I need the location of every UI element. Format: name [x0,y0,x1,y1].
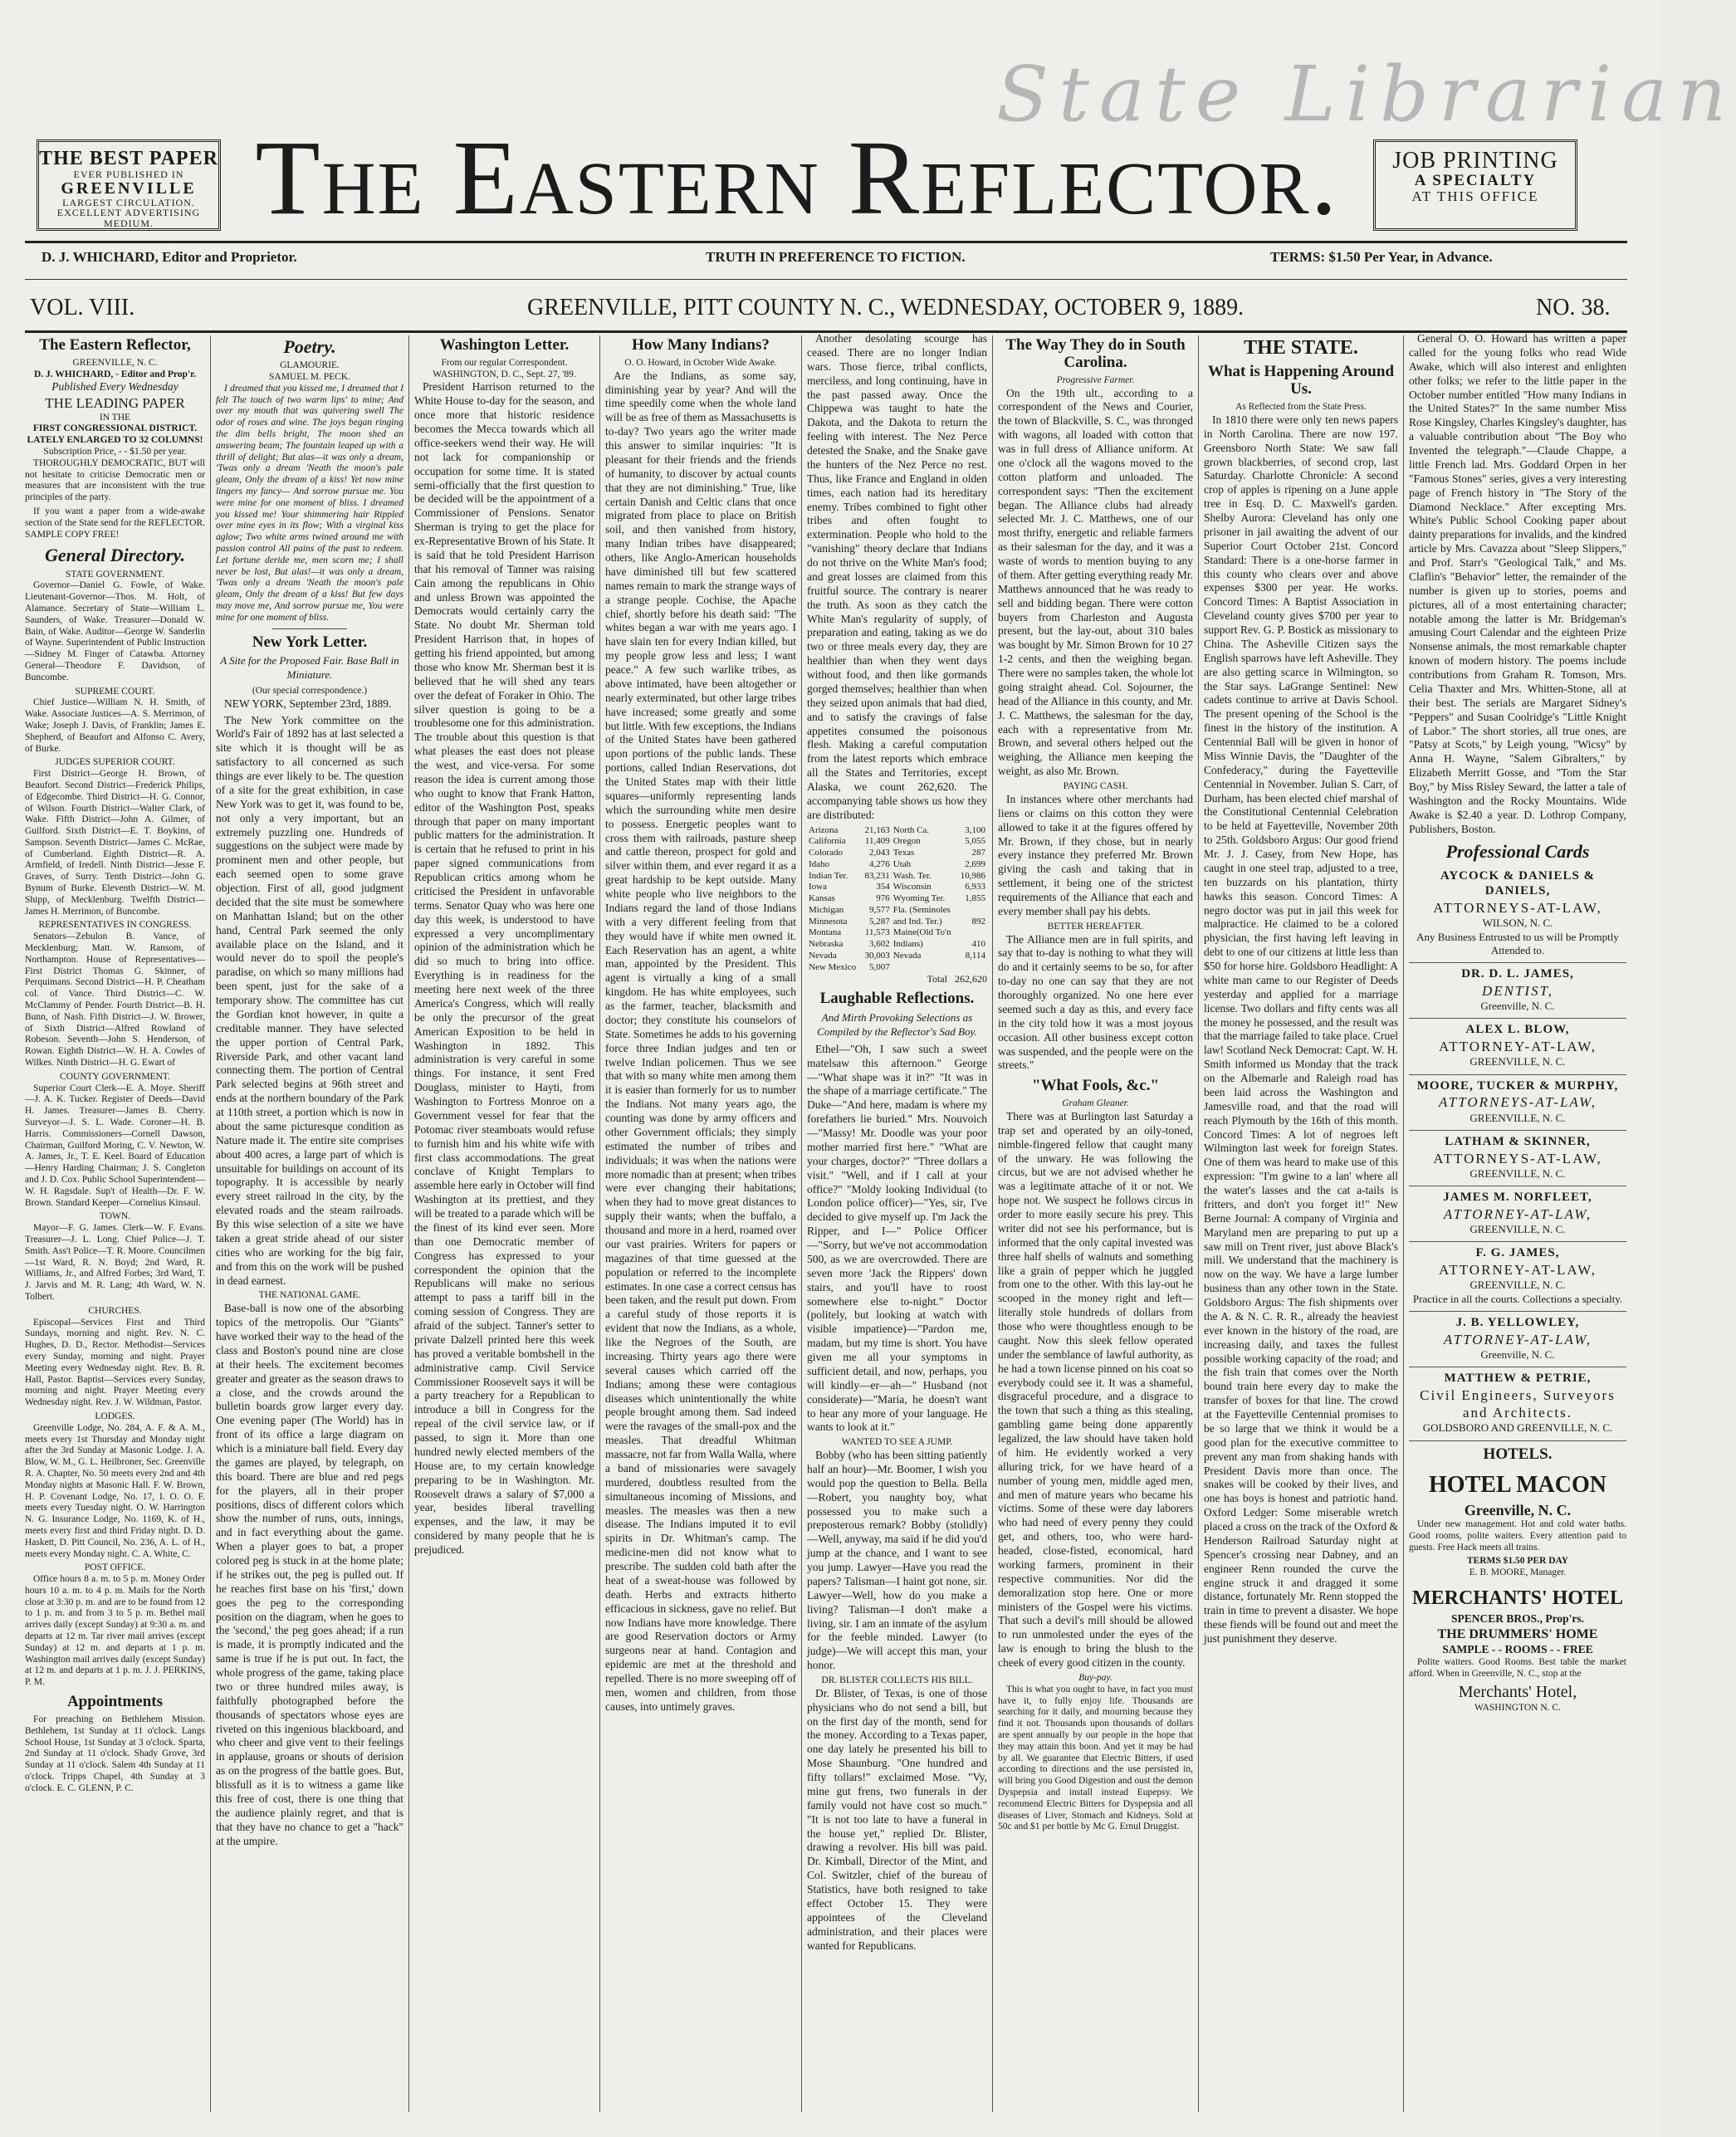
table-cell: Montana [809,927,842,938]
article-dateline: NEW YORK, September 23rd, 1889. [224,697,392,710]
table-row [807,927,987,939]
district-line: FIRST CONGRESSIONAL DISTRICT. [32,423,198,434]
article-body: Dr. Blister, of Texas, is one of those physicians who do not send a bill, but on the first day of the month, send for the money. According to a Texas paper, one day lately he presented his bill to Mose Shaunburg. "One hundred and fifty tollars!" exclaimed Mose. "Vy, mine gut frens, two funerals in der family vould not have cost so much." "It is not too late to have a funeral in the house yet," replied Dr. Blister, drawing a revolver. His bill was paid. Dr. Kimball, Director of the Mint, and Col. Switzler, chief of the bureau of Statistics, have both resigned to take effect October 15. They were appointees of the Cleveland administration, and their places were wanted for Republicans. [807,1686,987,1952]
professional-card [1409,1075,1626,1131]
paper-city: GREENVILLE, N. C. [72,357,158,368]
column-state-news [1201,332,1401,2117]
article-heading: "What Fools, &c." [1031,1077,1160,1095]
card-title: ATTORNEY-AT-LAW, [1438,1039,1597,1055]
merchants-hotel-name: Merchants' Hotel, [1458,1683,1577,1702]
section-heading: Buy-pay. [1078,1672,1113,1683]
section-text: Chief Justice—William N. H. Smith, of Wake. Associate Justices—A. S. Merrimon, of Wake; Joseph J. Davis, of Franklin; James E. Shepherd, of Beaufort and Alfonso C. Avery, of Burke. [25,697,205,754]
table-row [807,951,987,962]
merchants-hotel: MERCHANTS' HOTEL [1411,1587,1624,1610]
article-body: The Alliance men are in full spirits, and say that to-day is nothing to what they will do and it certainly seems to be so, for after to-day no one can say that they are not thoroughly organized. No one here ever seemed such a day as this, and every face in the city told how it was a most joyous occasion. All other business except cotton was suspended, and the people were on the streets." [998,932,1193,1072]
table-cell: Nebraska [809,939,844,950]
masthead-rule [25,241,1627,243]
article-body: In 1810 there were only ten news papers in North Carolina. There are now 197. Greensboro North State: We saw fall grown blackberries, of second crop, last Saturday. Charlotte Chronicle: A second crop of apples is ripening on a June apple tree in Esq. D. C. Maxwell's garden. Shelby Aurora: Cleveland has only one prisoner in jail awaiting the advent of our Superior Court October 21st. Concord Standard: There is a one-horse farmer in this county who clears over and above expenses $300 per year. He works. Concord Times: A Baptist Association in Cleveland county gives $700 per year to support Rev. G. P. Bostick as missionary to China. The Asheville Citizen says the English sparrows have left Asheville. They are also getting scarce in Wilmington, so the Star says. LaGrange Sentinel: New cadets continue to arrive at Davis School. The present opening of the School is the finest in the history of the institution. A Centennial Ball will be given in honor of Miss Winnie Davis, the "Daughter of the Confederacy," during the Fayetteville Centennial in November. Julian S. Carr, of Durham, has been elected chief marshal of the Constitutional Centennial Celebration to be held at Fayetteville, November 20th to 25th. Goldsboro Argus: Our good friend Mr. J. J. Casey, from New Hope, has caught in one steel trap, adjusted to a tree, ten buzzards on his plantation, thirty hawks this season. Concord Times: A negro doctor was put in jail this week for malpractice. He claimed to be a colored physician, the first having left leaving in debt to one of our citizens at little less than $50 for horse hire. Goldsboro Headlight: A white man came to our Register of Deeds yesterday and applied for a marriage license. Two dollars and fifty cents was all the money he possessed, and the result was that the marriage failed to take place. Cruel law! Scotland Neck Democrat: Capt. W. H. Smith informed us Monday that the track on the Albemarle and Raleigh road has been laid across the Washington and Jamesville road, and that the road will reach Plymouth by the 16th of this month. Concord Times: A lot of negroes left Wilmington last week for foreign States. One of them was heard to make use of this expression: "I'm gwine to a lan' where all the water's lasses and the cat a-tails is fritters, and don't you forget it!" New Berne Journal: A company of Virginia and Maryland men are preparing to put up a saw mill on Trent river, just above Black's mill. We understand that the machinery is now on the way. We have a large lumber business than any other town in the State. Goldsboro Argus: The fish shipments over the A. & N. C. R. R., already the heaviest ever known in the history of the road, are increasing daily, and taxes the fullest possible working capacity of the road; and the fish train that comes over the North bound train here every day to make the transfer of boxes for that line. The crowd at the Fayetteville Centennial promises to be so large that we think it would be a good plan for the executive committee to prevent any man from shaking hands with President Davis more than once. The snakes will be cooked by their lives, and one has boys is honest and patriotic hand. Oxford Ledger: Some miserable wretch placed a cross on the track of the Oxford & Henderson Railroad Saturday night at Spencer's crossing near Dabney, and an engineer Renn rounded the curve the engine struck it and dragged it some distance, fortunately Mr. Renn stopped the train in time to prevent a disaster. We hope these fiends will be found out and meet the just punishment they deserve. [1204,413,1398,1646]
box-line: LARGEST CIRCULATION. [62,196,195,208]
table-cell: 3,602 [869,939,890,950]
article-heading: THE STATE. [1244,337,1358,359]
article-dateline: WASHINGTON, D. C., Sept. 27, '89. [433,369,576,379]
masthead-title: The Eastern Reflector. [255,119,1339,237]
box-line: AT THIS OFFICE [1411,188,1539,205]
editor-line: D. J. WHICHARD, Editor and Proprietor. [42,249,297,265]
section-heading: BETTER HEREAFTER. [1047,921,1144,932]
table-cell: New Mexico [809,961,857,972]
table-row [807,939,987,951]
professional-card [1409,1367,1626,1441]
table-cell: Oregon [892,836,921,847]
indian-population-table [807,825,987,974]
total-label: Total [927,973,947,985]
table-cell: 1,855 [965,893,985,904]
table-cell: Maine(Old To'n [892,927,951,938]
card-title: ATTORNEYS-AT-LAW, [1433,900,1602,917]
card-place: GREENVILLE, N. C. [1469,1055,1566,1068]
article-body: Ethel—"Oh, I saw such a sweet matelsaw this afternoon." George—"What shape was it in?" "It was in the shape of a marriage certificate." The Duke—"And here, madam is where my forefathers lie buried." Mrs. Nouvoich—"Massy! Mr. Doodle was your poor mother married first here." "What are your charges, doctor?" "Three dollars a visit." "Well, and if I call at your office?" "Moldy looking Individual (to London police officer)—"Yes, sir, I've decided to give myself up. I'm Jack the Ripper, and I—" Police Officer—"Sorry, but we've not accommodation 500, as we are overcrowded. There are seven more 'Jack the Rippers' down stairs, and you'll have to roost somewhere else to-night." Doctor (politely, but looking at watch with visible impatience)—"Pardon me, madam, but my time is short. You have given me all your symptoms in sufficient detail, and now, perhaps, you will kindly—er—ah—" Husband (not considerate)—"Maria, he doesn't want to hear any more of your language. He wants to look at it." [807,1042,987,1434]
column-rule [992,335,993,2112]
table-row [807,859,987,871]
table-cell: 2,043 [869,848,890,858]
table-cell: Minnesota [809,916,848,927]
table-cell: Nevada [892,950,922,961]
table-row [807,962,987,974]
card-place: Greenville, N. C. [1480,1000,1555,1013]
card-title: Civil Engineers, Surveyors and Architects. [1420,1386,1616,1421]
terms-value: $1.50 Per Year, in Advance. [1328,249,1493,265]
table-cell: 11,573 [864,927,890,938]
best-paper-box [37,139,221,231]
section-text: Superior Court Clerk—E. A. Moye. Sheriff—J. A. K. Tucker. Register of Deeds—David H. James. Treasurer—James B. Cherry. Surveyor—J. S. L. Wade. Coroner—H. B. Harris. Commissioners—Cornell Dawson, Chairman, Guilford Moring, C. V. Newton, W. A. James, Jr., T. E. Keel. Board of Education—Henry Harding Chairman; J. S. Congleton and J. D. Cox. Public School Superintendent—W. H. Ragsdale. Sup't of Health—Dr. F. W. Brown. Standard Keeper—Cornelius Kinsaul. [25,1083,205,1208]
subscription-price: Subscription Price, - - $1.50 per year. [43,447,187,457]
table-row [807,905,987,917]
column-rule [210,335,211,2112]
leading-paper: THE LEADING PAPER [45,395,185,412]
hotel-terms: TERMS $1.50 PER DAY [1466,1556,1569,1567]
article-body: Are the Indians, as some say, diminishing year by year? And will the time speedily come when the whole land will be as free of them as Massachusetts is to-day? Two years ago the writer made this answer to similar inquiries: "It is pleasant for their friends and the friends of humanity, to discover by actual counts that they are not diminishing." True, like certain Danish and Celtic clans that once migrated from place to place on British soil, and then vanished from history, many Indian tribes have disappeared; others, like Anglo-American households have diminished till but few scattered names remain to mark the strange ways of a strange people. Cochise, the Apache chief, shortly before his death said: "The whites began a war with me years ago. I have slain ten for every Indian killed, but my people grow less and less; I want peace." A few such warlike tribes, as above intimated, have been altogether or nearly exterminated, but other large tribes have increased; some greatly and some but little. With few exceptions, the Indians of the United States have been gathered upon portions of the public lands. These portions, called Indian Reservations, dot the United States map with their little squares—uniformly representing lands which the surrounding white men desire to possess. Energetic peoples want to cross them with railroads, pasture sheep and cattle thereon, prospect for gold and silver within them, and ever regard it as a great hardship to be kept outside. Many white people who live neighbors to the Indians regard the land of those Indians with a very different feeling from that they would have if white men owned it. Each Reservation has an agent, a white man, appointed by the President. This agent is virtually a king of a small kingdom. He has white employees, such as the farmer, teacher, blacksmith and doctor; they constitute his counselors of State. Sometimes he adds to his governing force three Indian judges and ten or twelve Indian policemen. Thus we see that with so many white men among them it is easier than formerly for us to number the Indians. Not many years ago, the counting was done by army officers and other Government officials; they simply estimated the number of tribes and individuals; it was when the nations were more nomadic than at present; when tribes were ever changing their habitations; when they had to move great distances to supply their wants; when the buffalo, a thousand and more in a herd, roamed over our vast prairies. Writers for papers or magazines of that time guessed at the population or referred to the incomplete estimates. In one case a correct census has been taken, and the result put down. From a careful study of those reports it is evident that now the Indians, as a whole, like the Negroes of the South, are increasing. Thirty years ago there were several causes which carried off the Indians; among these were contagious diseases which unintentionally the white people brought among them. Sad indeed were the ravages of the small-pox and the measles. That dreadful Whitman massacre, not far from Walla Walla, where a band of missionaries were savagely murdered, doubtless resulted from the simultaneous incoming of Missions, and measles. The measles was then a new disease. The Indians imputed it to evil spirits in Dr. Whitman's camp. The medicine-men did not know what to prescribe. The sudden cold bath after the heat of a sweat-house was followed by death. Herbs and extracts hitherto efficacious in sickness, gave no relief. But now Indians have more knowledge. There are good Reservation doctors or Army surgeons near at hand. Contagion and epidemic are met at the threshold and repelled. There is no more sweeping off of men, women and children, from those causes, into untimely graves. [605,369,796,1713]
hotel-owner: E. B. MOORE, Manager. [1469,1567,1567,1578]
article-subheading: A Site for the Proposed Fair. Base Ball in Miniature. [220,654,399,681]
table-cell: Indian Ter. [809,870,848,881]
card-place: GREENVILLE, N. C. [1469,1166,1566,1180]
section-heading: DR. BLISTER COLLECTS HIS BILL. [821,1675,973,1686]
table-cell: 410 [971,939,985,950]
section-heading: CHURCHES. [88,1305,142,1316]
info-rule [25,279,1627,280]
table-cell: 21,163 [864,824,890,835]
section-heading: STATE GOVERNMENT. [66,569,164,579]
card-name: AYCOCK & DANIELS & DANIELS, [1440,868,1596,898]
poem-title: GLAMOURIE. [280,360,340,371]
box-line: THE BEST PAPER [39,148,218,169]
column-rule [599,335,600,2112]
democratic-note: THOROUGHLY DEMOCRATIC, BUT will not hesitate to criticise Democratic men or measures that are inconsistent with the true principles of the party. [25,457,205,503]
table-cell: 83,231 [864,870,890,881]
article-byline: Progressive Farmer. [1056,374,1135,385]
enlarged-line: LATELY ENLARGED TO 32 COLUMNS! [27,435,203,446]
article-heading: New York Letter. [252,633,368,651]
poem-author: SAMUEL M. PECK. [269,371,350,382]
column-cards [1406,332,1630,2117]
table-cell: 892 [971,916,985,927]
table-cell: 5,007 [869,961,890,972]
section-text: Mayor—F. G. James. Clerk—W. F. Evans. Treasurer—J. L. Long. Chief Police—J. T. Smith. Ass't Police—T. R. Moore. Councilmen—1st Ward, R. N. Boyd; 2nd Ward, R. Williams, Jr., and Alfred Forbes; 3rd Ward, T. J. Jarvis and M. R. Lang; 4th Ward, W. N. Tolbert. [25,1223,205,1302]
article-body: General O. O. Howard has written a paper called for the young folks who read Wide Awake, which will also interest and enlighten other folks; we refer to the little paper in the October number entitled "How many Indians in the United States?" In the same number Miss Rose Kingsley, Charles Kingsley's daughter, has a valuable contribution about "The Boy who Invented the telegraph."—Claude Chappe, a little French lad. Mrs. Goddard Orpen in her "Famous Stones" series, gives a very interesting page of French history in "The Story of the Diamond Necklace." After excepting Mrs. White's Public School Cooking paper about dainty preparations for invalids, and the kindred article by Mrs. Cavazza about "Sleep Slippers," and Prof. Starr's "Geological Talk," and Ms. Claflin's "Behavior" letter, the remainder of the number is given up to stories, poems and pictures, all of a most entertaining character; notable among the latter is Mr. Bridgeman's amusing Court Calendar and the eighteen Prize Nonsense animals, the most remarkable chapter known of modern history. The poems include contributions from Graham R. Tomson, Mrs. Celia Thaxter and Mrs. Whitten-Stone, all at their best. The serials are Margaret Sidney's "Peppers" and Susan Coolridge's "Little Knight of Labor." The short stories, all true ones, are "Patsy at Scots," by Leigh young, "Wicsy" by Anna H. Wayne, "Salem Gibralters," by Elizabeth Merritt Gosse, and "Tom the Star Boy," by Miss Risley Seward, the latter a tale of Washington and the Rocky Mountains. Wide Awake is $2.40 a year. D. Lothrop Company, Publishers, Boston. [1409,332,1626,835]
article-body: On the 19th ult., according to a correspondent of the News and Courier, the town of Blackville, S. C., was thronged with wagons, all loaded with cotton that was in full dress of Alliance uniform. At one o'clock all the wagons moved to the cotton platform and unloaded. The correspondent says: "Then the excitement began. The Alliance clubs had already selected Mr. J. C. Matthews, one of our most thrifty, energetic and reliable farmers as their salesman for the day, and it was a waste of words to mention buying to any of them. After getting everything ready Mr. Matthews announced that he was ready to sell and bidding began. There were cotton buyers from Charleston and Augusta present, but the lay-out, about 310 bales was bought by Mr. Simon Brown for 10 27 1-2 cents, and then the weighing began. There were no samples taken, the whole lot going straight ahead. Col. Sojourner, the head of the Alliance in this county, and Mr. J. C. Matthews, the salesman for the day, each with a representative from Mr. Brown, and several others helped out the weighing, the Alliance men keeping the weight, as also Mr. Brown. [998,386,1193,778]
card-title: ATTORNEYS-AT-LAW, [1438,1094,1597,1111]
section-text: Senators—Zebulon B. Vance, of Mecklenburg; Matt. W. Ransom, of Northampton. House of Representatives—First District Thomas G. Skinner, of Perquimans. Second District—H. P. Cheatham col. of Vance. Third District—C. W. McClammy of Pender. Fourth District—B. H. Bunn, of Nash. Fifth District—J. W. Brower, of Sixth District—Alfred Rowland of Robeson. Seventh—John S. Henderson, of Rowan. Eighth District—W. H. A. Cowles of Wilkes. Ninth District—H. G. Ewart of [25,932,205,1068]
article-body: There was at Burlington last Saturday a trap set and operated by an oily-toned, nimble-fingered fellow that caught many of the unwary. He was following the circus, but we are not advised whether he was a legitimate attache of it or not. We hope not. We suspect he follows circus in order to more easily secure his prey. This writer did not see his performance, but is informed that the only capital invested was three half shells of walnuts and something like a grain of pepper which he juggled from one to the other. With this lay-out he scooped in the money right and left—literally stole hundreds of dollars from those who were thoughtless enough to be caught. Now this sleek fellow operated under the semblance of lawful authority, as he had a town license pinned on his coat so everybody could see it. It was a shameful, disgraceful procedure, and a disgrace to the town that such a thing as this stealing, gambling game being done apparently legalized, the law should have taken hold of him. He evidently worked a very alluring trick, for we have heard of a number of young men, middle aged men, and men of mature years who became his victims. Some of these were day laborers who had need of every penny they could get, and others, too, who were hard-headed, close-fisted, economical, hard working farmers, prominent in their respective communities. Nor did the demoralization stop here. One or more ministers of the Gospel were his victims. That such a devil's mill should be allowed to run unmolested under the eyes of the law is enough to bring the blush to the cheek of every good citizen in the county. [998,1109,1193,1670]
volume: VOL. VIII. [30,295,135,320]
article-heading: Washington Letter. [439,336,570,354]
article-byline: O. O. Howard, in October Wide Awake. [624,357,777,368]
table-cell: Idaho [809,858,830,869]
column-rule [1403,335,1404,2112]
drummers-home: THE DRUMMERS' HOME [1437,1626,1598,1641]
article-subheading: And Mirth Provoking Selections as Compiled by the Reflector's Sad Boy. [817,1011,977,1038]
hotel-text: Under new management. Hot and cold water baths. Good rooms, polite waiters. Every attention paid to guests. Free Hack meets all trains. [1409,1519,1626,1553]
article-byline: From our regular Correspondent. [441,357,568,368]
table-total [807,973,987,985]
table-cell: and Ind. Ter.) [892,916,942,927]
article-body: This is what you ought to have, in fact you must have it, to fully enjoy life. Thousands are searching for it daily, and mourning because they find it not. Thousands upon thousands of dollars are spent annually by our people in the hope that they may attain this boon. And yet it may be had by all. We guarantee that Electric Bitters, if used according to directions and the use persisted in, will bring you Good Digestion and oust the demon Dyspepsia and install instead Eupepsy. We recommend Electric Bitters for Dyspepsia and all diseases of Liver, Stomach and Kidneys. Sold at 50c and $1 per bottle by Mc G. Ernul Druggist. [998,1684,1193,1832]
section-text: Greenville Lodge, No. 284, A. F. & A. M., meets every 1st Thursday and Monday night after the 3rd Sunday at Masonic Lodge. J. A. Blow, W. M., G. L. Heilbroner, Sec. Greenville R. A. Chapter, No. 50 meets every 2nd and 4th Monday nights at Masonic Hall. F. W. Brown, H. P. Covenant Lodge, No. 17, I. O. O. F. meets every Tuesday night. O. W. Harrington N. G. Insurance Lodge, No. 1169, K. of H., meets every first and third Friday night. D. D. Haskett, D. Pitt Council, No. 236, A. L. of H., meets every Monday night. C. A. White, C. [25,1422,205,1559]
handwritten-signature: State Librarian [996,50,1736,139]
section-text: Office hours 8 a. m. to 5 p. m. Money Order hours 10 a. m. to 4 p. m. Mails for the North close at 3:30 p. m. and are to be found from 12 to 1 p. m. and from 3 to 5 p. m. Bethel mail arrives daily (except Sunday) at 9:30 a. m. and departs at 12 m. Tar river mail arrives (except Sunday) at 12 m. and departs at 1 p. m. Washington mail arrives daily (except Sunday) at 12 m. and departs at 1 p. m. J. J. PERKINS, P. M. [25,1574,205,1688]
column-south-carolina [995,332,1196,2117]
table-cell: 4,276 [869,858,890,869]
hotel-owner: SPENCER BROS., Prop'rs. [1451,1612,1584,1626]
table-cell: Nevada [809,950,837,961]
paper-editor: D. J. WHICHARD, - Editor and Prop'r. [33,369,197,379]
card-place: WILSON, N. C. [1482,917,1553,930]
professional-card [1409,865,1626,964]
table-cell [956,927,987,939]
table-cell: 2,699 [965,858,985,869]
professional-card [1409,1019,1626,1074]
professional-card [1409,963,1626,1019]
table-cell: Texas [892,848,915,858]
article-heading: Laughable Reflections. [819,990,975,1008]
card-name: F. G. JAMES, [1475,1246,1560,1260]
article-byline: Graham Gleaner. [1062,1098,1129,1109]
article-byline: As Reflected from the State Press. [1235,402,1367,413]
card-name: MATTHEW & PETRIE, [1444,1372,1592,1386]
issue-number: NO. 38. [1536,295,1611,320]
table-cell: Wisconsin [892,882,932,892]
poem-text: I dreamed that you kissed me, I dreamed that I felt The touch of two warm lips' to mine; And over my mouth that was quivering swell The odor of roses and wine. The joys began ringing the dim bells bright, The moon shed an answering beam; The fountain leaped up with a thrill of delight; But alas—it was only a dream, 'Twas only a dream 'Neath the moon's pale gleam, Only the dream of a kiss! Yet now mine lingers my fancy— And sorrow pursue me. You were mine for one moment of bliss. I dreamed you kissed me! Your shimmering hair Rippled over mine eyes in its flow; With a virginal kiss aglow; Two white arms twined around me with passion control All pains of the past to redeem. Let fortune deride me, men scorn me; I shall never be lost, But alas!—it was only a dream, 'Twas only a dream 'Neath the moon's pale gleam, Only the dream of a kiss! But few days may move me, And sorrow pursue me, You were mine for one moment of bliss. [216,383,403,623]
professional-card [1409,1131,1626,1186]
card-place: GREENVILLE, N. C. [1469,1111,1566,1124]
box-line: JOB PRINTING [1392,148,1558,174]
professional-card [1409,1312,1626,1367]
table-cell: Michigan [809,904,844,915]
card-place: GOLDSBORO AND GREENVILLE, N. C. [1422,1421,1613,1435]
column-poetry [213,332,407,2117]
card-title: ATTORNEYS-AT-LAW, [1433,1150,1602,1166]
table-cell [956,962,987,974]
card-place: Greenville, N. C. [1480,1347,1555,1361]
article-body: Another desolating scourge has ceased. There are no longer Indian wars. Those fierce, tribal conflicts, merciless, and long continuing, have in the past passed away. Once the Chippewa was taught to hate the Dakota, and the Dakota to return the feeling with interest. The Nez Perce detested the Snake, and the Snake gave the hunters of the Nez Perce no rest. Thus, like France and England in olden times, each nation had its hereditary enemy. Tribes combined to fight other tribes and often fought to extermination. People who hold to the "vanishing" theory declare that Indians do not thrive on the White Man's food; and great losses are claimed from this fruitful source. The contrary is nearer the truth. As soon as they catch the White Man's regularity of supply, of preparation and eating, taking as we do two or three meals every day, they are healthier than when they went days without food, and then like gormands gorged themselves; healthier than when they seized upon animals that had died, and to satisfy the cravings of false appetites consumed the poisonous flesh. Making a careful computation from the latest reports which embrace all the States and Territories, except Alaska, we count 262,620. The accompanying table shows us how they are distributed: [807,332,987,821]
column-directory [22,332,208,2117]
card-title: ATTORNEY-AT-LAW, [1443,1331,1592,1347]
terms-line [1270,249,1493,266]
table-cell: 5,055 [965,836,985,847]
box-line: EXCELLENT ADVERTISING MEDIUM. [56,207,201,229]
table-row [807,848,987,859]
hotels-heading: HOTELS. [1483,1445,1553,1463]
table-cell: 8,114 [965,950,985,961]
table-row [807,893,987,905]
card-place: GREENVILLE, N. C. [1469,1279,1566,1292]
box-line: EVER PUBLISHED IN [73,169,184,181]
article-body: Base-ball is now one of the absorbing topics of the metropolis. Our "Giants" have worked their way to the head of the class and Boston's pound nine are close at their heels. The excitement becomes greater and greater as the season draws to a close, and the crowds around the bulletin boards grow larger every day. One evening paper (The World) has in front of its office a large diagram on which is a miniature ball field. Every day the games are played, by telegraph, on this board. There are blue and red pegs for the players, all in their proper positions, discs of different colors which show the number of runs, outs, innings, and in fact everything about the game. When a player goes to bat, a proper colored peg is stuck in at the home plate; if he strikes out, the peg is pulled out. If he reaches first base on his 'first,' down goes the peg to the corresponding position on the diagram, when he goes to the 'second,' the peg goes ahead; if a run is made, it is promptly indicated and the same is true if he is put out. In fact, the whole progress of the game, taking place two or three hundred miles away, is faithfully photographed before the thousands of spectators whose eyes are riveted on this ingenious blackboard, and who cheer and give vent to their feelings in applause, groans or shouts of derision as on the progress of the battle goes. But, blissfull as it is to witness a game like this free of cost, there is one thing that the audience plainly regret, and that is that they have no chance to get a "hack" at the umpire. [216,1302,403,1847]
table-cell: 6,933 [965,882,985,892]
paper-title: The Eastern Reflector, [39,336,191,354]
section-heading: JUDGES SUPERIOR COURT. [55,757,175,768]
article-body: President Harrison returned to the White House to-day for the season, and once more that historic residence becomes the Mecca towards which all office-seekers wend their way. He will not lack for companionship or occupation for some time. It is stated semi-officially that the first question to be decided will be the appointment of a Commissioner of Pensions. Senator Sherman is trying to get the place for ex-Representative Brown of his State. It is said that he told President Harrison that his removal of Tanner was raising Cain among the republicans in Ohio and unless Brown was appointed the Democrats would certainly carry the State. No doubt Mr. Sherman told President Harrison that, in hopes of getting his friend appointed, but among those who know Mr. Sherman best it is believed that he will shed any tears over the defeat of Foraker in Ohio. The silver question is going to be a troublesome one for this administration. The trouble about this question is that what pleases the east does not please the west, and vice-versa. For some reason the idea is current among those who ought to know that Frank Hatton, editor of the Washington Post, speaks through that paper on many important public matters for the administration. It is certain that he refused to print in his paper signed communications from Republican critics among whom he criticised the President in unfavorable terms. Senator Quay who was here one day this week, is understood to have expressed a very uncomplimentary opinion of the administration which he did so much to bring into office. Everything is in readiness for the meeting here next week of the three America's Congress, which will really be only the precursor of the great American Exposition to be held in Washington in 1892. This administration is very careful in some things. For instance, it sent Fred Douglass, minister to Hayti, from Washington to Fortress Monroe on a Government vessel for fear that the Potomac river steamboats would refuse to furnish him and his white wife with first class accommodations. The great conclave of Knight Templars to assemble here early in October will find Washington at its prettiest, and they will be treated to a parade which will be the finest of its kind ever seen. More than one Democratic member of Congress has expressed to your correspondent the opinion that the Republicans will make no serious attempt to pass a tariff bill in the coming session of Congress. They are afraid of the subject. Tanner's setter to private Dalzell printed here this week has proved a veritable bombshell in the administrative camp. Civil Service Commissioner Roosevelt says it will be a party treachery for a Republican to introduce a bill in Congress for the repeal of the civil service law, or if passed, to sign it. More than one hundred newly elected members of the House are, to my certain knowledge preparing to be in Washington. Mr. Roosevelt draws a salary of $7,000 a year, besides liberal travelling expenses, and the law, it may be considered by many people that he is prejudiced. [414,380,594,1557]
section-heading: THE NATIONAL GAME. [258,1290,361,1301]
column-rule [801,335,802,2112]
section-text: First District—George H. Brown, of Beaufort. Second District—Frederick Philips, of Edgecombe. Third District—H. G. Connor, of Wilson. Fourth District—Walter Clark, of Wake. Fifth District—John A. Gilmer, of Guilford. Sixth District—E. T. Boykins, of Sampson. Seventh District—James C. McRae, of Cumberland. Eighth District—R. A. Armfield, of Iredell. Ninth District—Jesse F. Graves, of Surry. Tenth District—John G. Bynum of Burke. Eleventh District—W. M. Shipp, of Mecklenburg. Twelfth District—James H. Merrimon, of Buncombe. [25,769,205,917]
job-printing-box [1373,139,1577,231]
hotel-place: WASHINGTON N. C. [1474,1703,1561,1714]
hotel-text: Polite waiters. Good Rooms. Best table the market afford. When in Greenville, N. C., stop at the [1409,1656,1626,1679]
professional-card [1409,1186,1626,1242]
sample-rooms: SAMPLE - - ROOMS - - FREE [1442,1642,1593,1655]
box-line: GREENVILLE [61,178,197,198]
hotel-place: Greenville, N. C. [1464,1501,1572,1518]
published-line: Published Every Wednesday [51,380,178,394]
column-indians [602,332,800,2117]
in-the: IN THE [99,412,131,423]
table-cell [956,905,987,917]
column-indians-cont [804,332,990,2117]
table-row [807,871,987,883]
section-heading: REPRESENTATIVES IN CONGRESS. [38,920,192,931]
card-name: JAMES M. NORFLEET, [1443,1191,1592,1205]
section-heading: COUNTY GOVERNMENT. [60,1071,170,1082]
card-place: GREENVILLE, N. C. [1469,1223,1566,1236]
poetry-heading: Poetry. [283,336,336,357]
section-heading: TOWN. [99,1211,131,1222]
column-rule [408,335,409,2112]
article-body: In instances where other merchants had liens or claims on this cotton they were allowed to take it at the figures offered by Mr. Brown, if they chose, but in nearly every instance they preferred Mr. Brown giving the cash and taking that in settlement, it being one of the strictest requirements of the Alliance that each and every member shall pay his debts. [998,792,1193,917]
column-rule [1198,335,1199,2112]
table-cell: Wyoming Ter. [892,893,946,904]
table-cell: 976 [876,893,890,904]
professional-card [1409,1242,1626,1312]
article-heading: How Many Indians? [632,336,770,354]
section-heading: SUPREME COURT. [75,686,155,697]
article-subheading: What is Happening Around Us. [1207,363,1395,399]
card-title: ATTORNEY-AT-LAW, [1443,1205,1592,1222]
appointments-heading: Appointments [66,1693,164,1711]
card-name: MOORE, TUCKER & MURPHY, [1416,1078,1619,1093]
article-body: The New York committee on the World's Fair of 1892 has at last selected a site which it is thought will be as satisfactory to all concerned as such things are ever likely to be. The question of a site for the great exhibition, in case New York was to get it, was found to be, not only a very important, but an extremely puzzling one. Hundreds of suggestions on the subject were made by prominent men and other people, but each seemed open to some grave objection. First of all, good judgment decided that the site must be somewhere on Manhattan Island; but on the other hand, Central Park seemed the only available place on the Island, and it would never do to spoil the people's paradise, on which so many millions had been spent, just for the sake of a temporary show. The committee has cut the Gordian knot however, in quite a creditable manner. They have selected the upper portion of Central Park, Riverside Park, and other vacant land connecting them. The portion of Central Park selected begins at 96th street and ends at the northern boundary of the Park at 110th street, a portion which is now in about the same picturesque condition as Nature made it. The entire site comprises about 400 acres, a large part of which is unsuitable for buildings on account of its topography. It is accessible by nearly every street railroad in the city, by the elevated roads and the steam railroads. By this wise selection of a site we have taken a great stride ahead of our sister cities who are working for the big fair, and from this on the work will be pushed in dead earnest. [216,713,403,1287]
table-cell: Utah [892,858,912,869]
card-title: ATTORNEY-AT-LAW, [1438,1262,1597,1279]
table-cell: Iowa [809,882,827,892]
table-cell: 287 [971,848,985,858]
table-cell: North Ca. [892,824,930,835]
table-cell: Colorado [809,848,843,858]
section-heading: WANTED TO SEE A JUMP. [841,1437,953,1448]
article-heading: The Way They do in South Carolina. [1005,336,1186,371]
card-name: DR. D. L. JAMES, [1461,967,1574,981]
table-cell: 10,986 [960,870,985,881]
card-note: Practice in all the courts. Collections a specialty. [1412,1292,1623,1305]
table-cell: 5,287 [869,916,890,927]
section-text: Episcopal—Services First and Third Sundays, morning and night. Rev. N. C. Hughes, D. D., Rector. Methodist—Services every Sunday, morning and night. Prayer Meeting every Wednesday night. Rev. B. R. Hall, Pastor. Baptist—Services every Sunday, morning and night. Prayer Meeting every Wednesday night. Rev. J. W. Wildman, Pastor. [25,1317,205,1408]
motto-line: TRUTH IN PREFERENCE TO FICTION. [706,249,966,265]
table-cell: 3,100 [965,824,985,835]
section-heading: PAYING CASH. [1063,781,1128,792]
professional-cards-heading: Professional Cards [1445,840,1590,862]
table-cell: 11,409 [864,836,890,847]
table-cell: California [809,836,846,847]
table-cell [892,962,957,974]
table-row [807,836,987,848]
total-value: 262,620 [955,973,987,985]
card-title: DENTIST, [1481,982,1554,999]
article-body: Bobby (who has been sitting patiently half an hour)—Mr. Boomer, I wish you would pop the question to Bella. Bella—Robert, you naughty boy, what possessed you to make such a preposterous remark? Bobby (stolidly)—Well, anyway, ma said if he did you'd jump at the chance, and I want to see you jump. Lawyer—Have you read the papers? Talisman—I haint got none, sir. Lawyer—Well, how do you make a living? Talisman—I don't make a living, sir. I am an inmate of the asylum for the feeble minded. Lawyer (to judge)—We will accept this man, your honor. [807,1449,987,1672]
table-row [807,825,987,837]
place-date: GREENVILLE, PITT COUNTY N. C., WEDNESDAY, OCTOBER 9, 1889. [527,295,1245,320]
appointments-text: For preaching on Bethlehem Mission. Bethlehem, 1st Sunday at 11 o'clock. Langs School House, 1st Sunday at 3 o'clock. Sparta, 2nd Sunday at 11 o'clock. Shady Grove, 3rd Sunday at 11 o'clock. Salem 4th Sunday at 11 o'clock. Tripps Chapel, 4th Sunday at 3 o'clock. E. C. GLENN, P. C. [25,1714,205,1793]
table-cell: Arizona [809,824,839,835]
section-text: Governor—Daniel G. Fowle, of Wake. Lieutenant-Governor—Thos. M. Holt, of Alamance. Secretary of State—William L. Saunders, of Wake. Treasurer—Donald W. Bain, of Wake. Auditor—George W. Sanderlin of Wayne. Superintendent of Public Instruction—Sidney M. Finger of Catawba. Attorney General—Theodore F. Davidson, of Buncombe. [25,580,205,682]
sample-note: If you want a paper from a wide-awake section of the State send for the REFLECTOR. SAMPLE COPY FREE! [25,506,205,540]
table-cell: 9,577 [869,904,890,915]
card-name: ALEX L. BLOW, [1465,1023,1570,1037]
table-cell: 354 [876,882,890,892]
divider [272,628,347,629]
terms-label: TERMS: [1270,249,1326,265]
professional-cards [1409,865,1626,1441]
table-row [807,917,987,928]
card-note: Any Business Entrusted to us will be Promptly Attended to. [1416,930,1619,956]
box-line: A SPECIALTY [1414,172,1537,190]
card-name: J. B. YELLOWLEY, [1455,1315,1580,1329]
table-cell: Wash. Ter. [892,870,932,881]
table-cell: 30,003 [864,950,890,961]
table-cell: Fla. (Seminoles [892,904,951,915]
card-name: LATHAM & SKINNER, [1445,1134,1591,1148]
table-cell: Indians) [892,939,923,950]
table-row [807,882,987,893]
column-washington [411,332,598,2117]
section-heading: LODGES. [95,1411,135,1421]
article-byline: (Our special correspondence.) [252,685,368,696]
directory-heading: General Directory. [44,545,186,566]
table-cell: Kansas [809,893,835,904]
section-heading: POST OFFICE. [84,1562,146,1573]
hotel-macon: HOTEL MACON [1429,1471,1606,1498]
